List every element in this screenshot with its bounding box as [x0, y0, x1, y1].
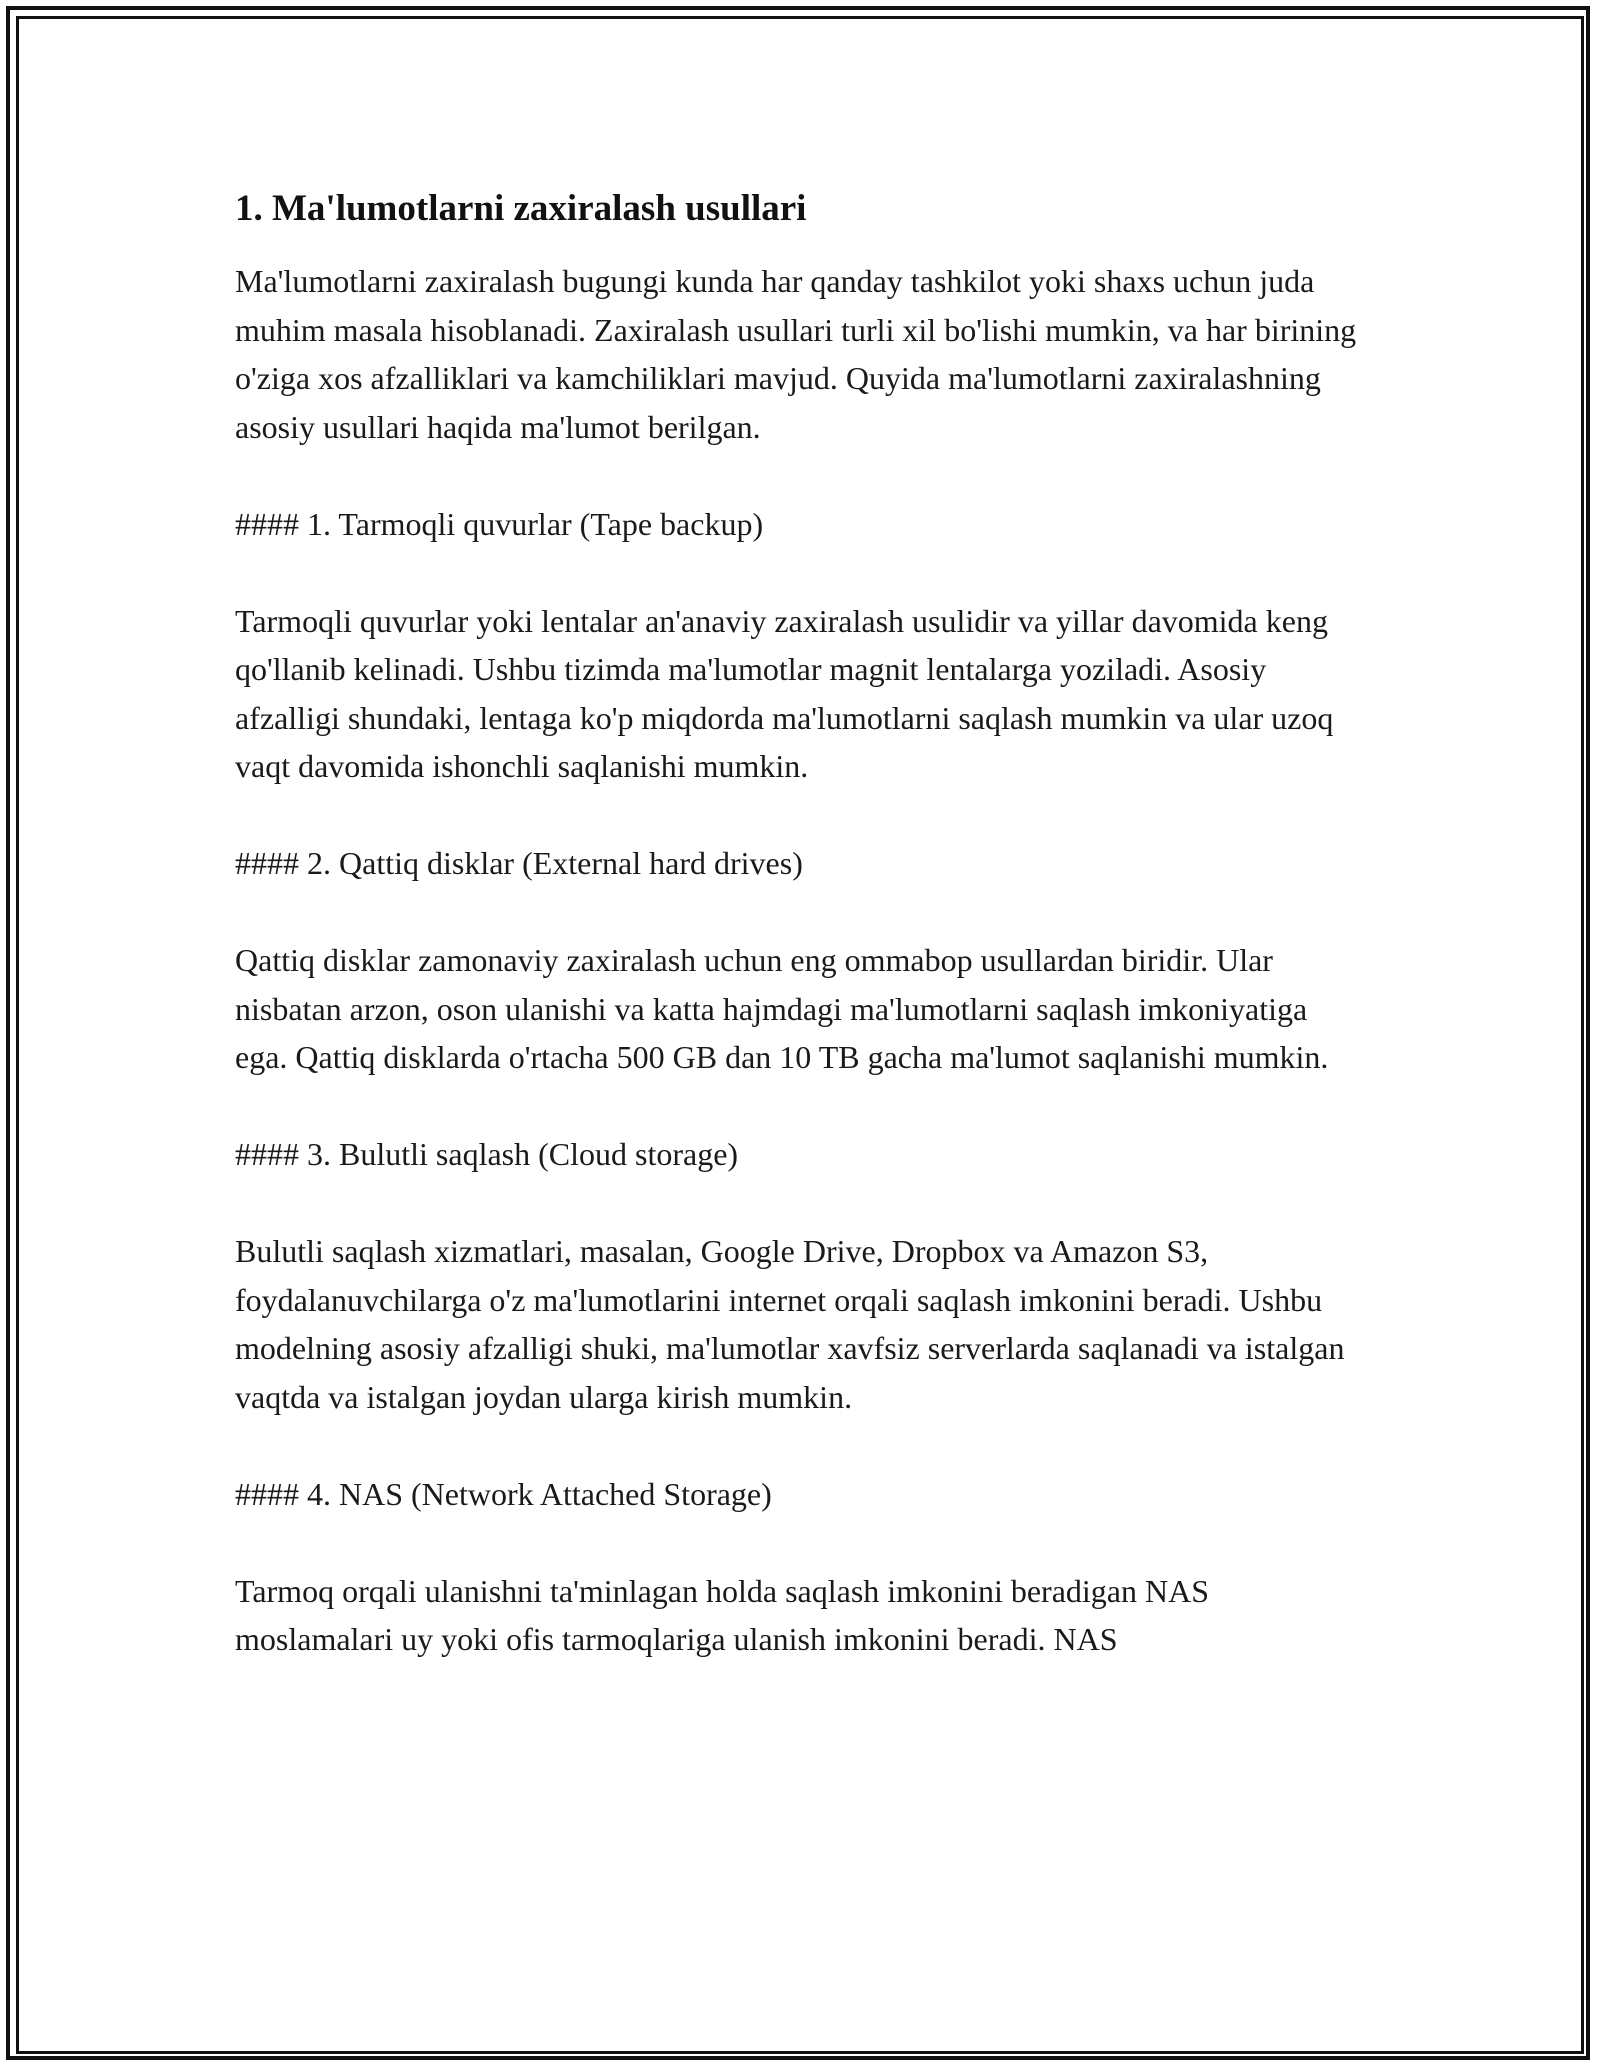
document-title: 1. Ma'lumotlarni zaxiralash usullari [235, 188, 807, 229]
paragraph-gap [235, 1179, 1365, 1228]
paragraph-gap [235, 451, 1365, 500]
paragraph-gap [235, 1421, 1365, 1470]
section-heading-hard-drives: #### 2. Qattiq disklar (External hard drives) [235, 845, 803, 881]
paragraph-gap [235, 1518, 1365, 1567]
section-heading-nas: #### 4. NAS (Network Attached Storage) [235, 1475, 772, 1512]
paragraph-gap [235, 791, 1365, 840]
paragraph-gap [235, 888, 1365, 937]
document-body [235, 185, 1365, 1664]
section-body-nas: Tarmoq orqali ulanishni ta'minlagan holda saqlash imkonini beradigan NAS moslamalari uy yoki ofis tarmoqlariga ulanish imkonini beradi. NAS [235, 1572, 1209, 1657]
section-body-cloud-storage: Bulutli saqlash xizmatlari, masalan, Google Drive, Dropbox va Amazon S3, foydalanuvchilarga o'z ma'lumotlarini internet orqali saqlash imkonini beradi. Ushbu modelning asosiy afzalligi shuki, ma'lumotlar xavfsiz serverlarda saqlanadi va istalgan vaqtda va istalgan joydan ularga kirish mumkin. [235, 1233, 1345, 1415]
section-heading-cloud-storage: #### 3. Bulutli saqlash (Cloud storage) [235, 1136, 739, 1172]
paragraph-gap [235, 1082, 1365, 1131]
intro-paragraph: Ma'lumotlarni zaxiralash bugungi kunda har qanday tashkilot yoki shaxs uchun juda muhim masala hisoblanadi. Zaxiralash usullari turli xil bo'lishi mumkin, va har birining o'ziga xos afzalliklari va kamchiliklari mavjud. Quyida ma'lumotlarni zaxiralashning asosiy usullari haqida ma'lumot berilgan. [235, 263, 1357, 445]
section-heading-tape-backup: #### 1. Tarmoqli quvurlar (Tape backup) [235, 505, 764, 542]
paragraph-gap [235, 548, 1365, 597]
section-body-tape-backup: Tarmoqli quvurlar yoki lentalar an'anaviy zaxiralash usulidir va yillar davomida keng qo'llanib kelinadi. Ushbu tizimda ma'lumotlar magnit lentalarga yoziladi. Asosiy afzalligi shundaki, lentaga ko'p miqdorda ma'lumotlarni saqlash mumkin va ular uzoq vaqt davomida ishonchli saqlanishi mumkin. [235, 602, 1334, 784]
section-body-hard-drives: Qattiq disklar zamonaviy zaxiralash uchun eng ommabop usullardan biridir. Ular nisbatan arzon, oson ulanishi va katta hajmdagi ma'lumotlarni saqlash imkoniyatiga ega. Qattiq disklarda o'rtacha 500 GB dan 10 TB gacha ma'lumot saqlanishi mumkin. [235, 942, 1329, 1075]
